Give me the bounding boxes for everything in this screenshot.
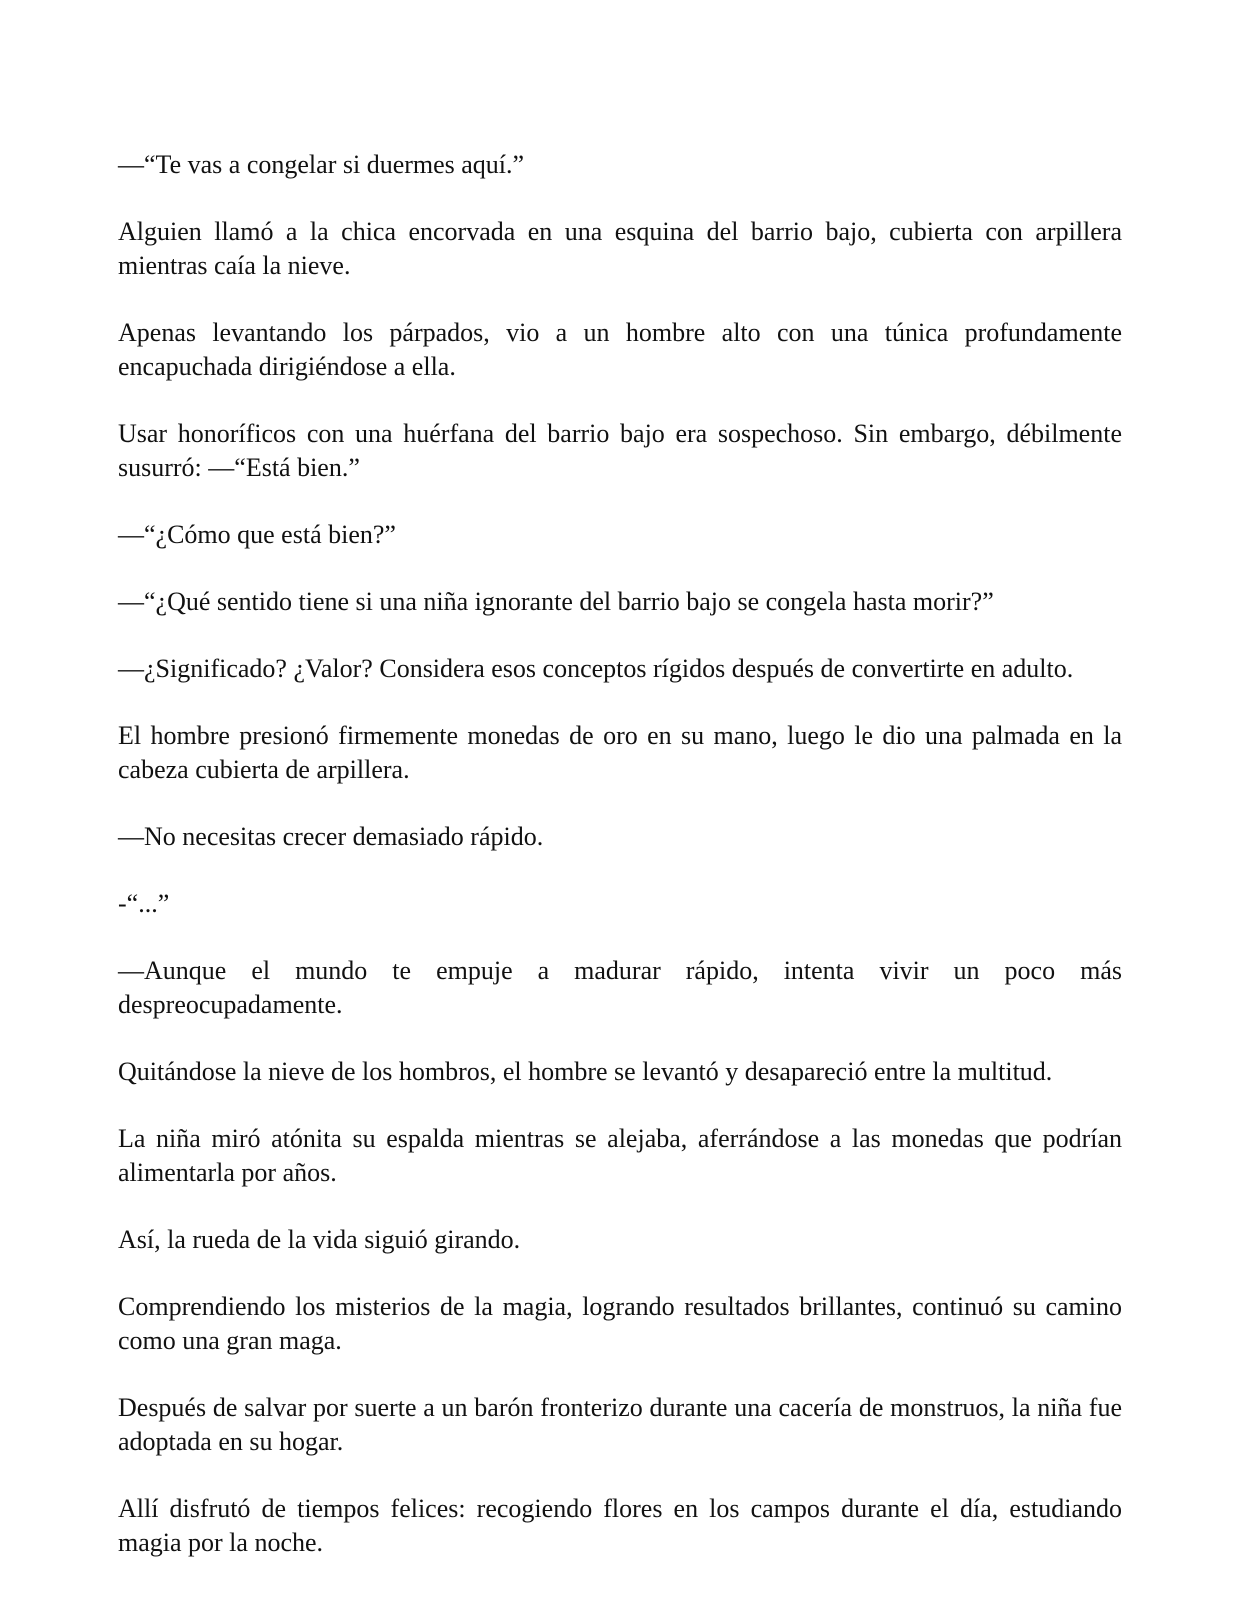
paragraph-4: Usar honoríficos con una huérfana del barrio bajo era sospechoso. Sin embargo, débilmente susurró: —“Está bien.” — [118, 419, 1122, 482]
paragraph-2: Alguien llamó a la chica encorvada en una esquina del barrio bajo, cubierta con arpillera mientras caía la nieve. — [118, 217, 1122, 280]
paragraph-1: —“Te vas a congelar si duermes aquí.” — [118, 150, 525, 179]
paragraph-17: Allí disfrutó de tiempos felices: recogiendo flores en los campos durante el día, estudiando magia por la noche. — [118, 1494, 1122, 1557]
paragraph-10: -“...” — [118, 889, 170, 918]
paragraph-3: Apenas levantando los párpados, vio a un hombre alto con una túnica profundamente encapuchada dirigiéndose a ella. — [118, 318, 1122, 381]
paragraph-11: —Aunque el mundo te empuje a madurar rápido, intenta vivir un poco más despreocupadamente. — [118, 956, 1122, 1019]
paragraph-14: Así, la rueda de la vida siguió girando. — [118, 1225, 521, 1254]
document-page — [118, 148, 1122, 1593]
paragraph-6: —“¿Qué sentido tiene si una niña ignorante del barrio bajo se congela hasta morir?” — [118, 587, 994, 616]
paragraph-15: Comprendiendo los misterios de la magia, logrando resultados brillantes, continuó su camino como una gran maga. — [118, 1292, 1122, 1355]
paragraph-8: El hombre presionó firmemente monedas de oro en su mano, luego le dio una palmada en la cabeza cubierta de arpillera. — [118, 721, 1122, 784]
paragraph-5: —“¿Cómo que está bien?” — [118, 520, 396, 549]
paragraph-7: —¿Significado? ¿Valor? Considera esos conceptos rígidos después de convertirte en adulto. — [118, 654, 1074, 683]
paragraph-13: La niña miró atónita su espalda mientras se alejaba, aferrándose a las monedas que podrían alimentarla por años. — [118, 1124, 1122, 1187]
paragraph-9: —No necesitas crecer demasiado rápido. — [118, 822, 544, 851]
paragraph-12: Quitándose la nieve de los hombros, el hombre se levantó y desapareció entre la multitud. — [118, 1057, 1053, 1086]
paragraph-16: Después de salvar por suerte a un barón fronterizo durante una cacería de monstruos, la niña fue adoptada en su hogar. — [118, 1393, 1122, 1456]
